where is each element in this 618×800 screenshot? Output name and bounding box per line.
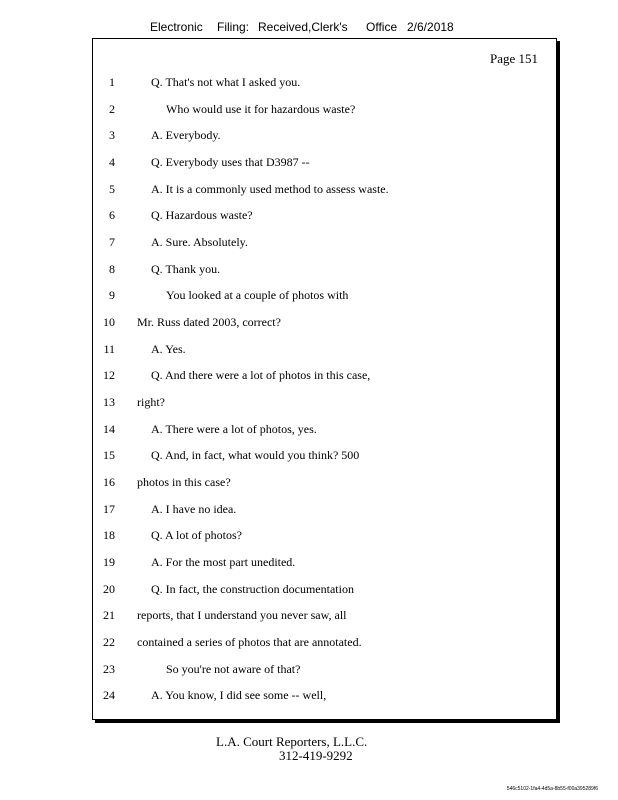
line-number: 3 [109, 128, 115, 142]
line-text: A. It is a commonly used method to assess waste. [151, 182, 389, 196]
line-number: 10 [103, 315, 115, 329]
line-number: 21 [103, 608, 115, 622]
transcript-line [93, 100, 556, 118]
line-number: 2 [109, 102, 115, 116]
transcript-line [93, 686, 556, 704]
transcript-line [93, 180, 556, 198]
line-text: Q. In fact, the construction documentation [151, 582, 354, 596]
transcript-line [93, 393, 556, 411]
transcript-line [93, 553, 556, 571]
line-text: Q. And, in fact, what would you think? 500 [151, 448, 360, 462]
line-text: Who would use it for hazardous waste? [166, 102, 356, 116]
line-number: 16 [103, 475, 115, 489]
line-text: Q. Everybody uses that D3987 -- [151, 155, 310, 169]
line-number: 18 [103, 528, 115, 542]
line-text: A. Everybody. [151, 128, 221, 142]
line-text: You looked at a couple of photos with [166, 288, 349, 302]
transcript-line [93, 660, 556, 678]
transcript-line [93, 366, 556, 384]
transcript-line [93, 633, 556, 651]
line-number: 22 [103, 635, 115, 649]
line-text: photos in this case? [137, 475, 231, 489]
line-text: A. For the most part unedited. [151, 555, 296, 569]
line-number: 4 [109, 155, 115, 169]
line-text: Q. Thank you. [151, 262, 221, 276]
line-text: A. You know, I did see some -- well, [151, 688, 327, 702]
line-number: 6 [109, 208, 115, 222]
header-date: 2/6/2018 [407, 20, 454, 34]
transcript-line [93, 446, 556, 464]
filing-header [0, 20, 618, 38]
line-number: 12 [103, 368, 115, 382]
line-number: 11 [103, 342, 115, 356]
line-text: Q. And there were a lot of photos in this case, [151, 368, 371, 382]
header-office: Office [366, 20, 398, 34]
transcript-line [93, 500, 556, 518]
transcript-page [92, 38, 557, 720]
footer-company: L.A. Court Reporters, L.L.C. [216, 734, 368, 749]
line-text: contained a series of photos that are annotated. [137, 635, 362, 649]
line-text: right? [137, 395, 165, 409]
line-number: 20 [103, 582, 115, 596]
transcript-line [93, 313, 556, 331]
line-text: Q. Hazardous waste? [151, 208, 253, 222]
line-text: reports, that I understand you never saw, all [137, 608, 347, 622]
transcript-line [93, 526, 556, 544]
line-number: 5 [109, 182, 115, 196]
line-number: 23 [103, 662, 115, 676]
line-text: A. Sure. Absolutely. [151, 235, 248, 249]
line-number: 13 [103, 395, 115, 409]
document-id: 546c5102-1fa4-4d5a-8b55-f00a395289f6 [506, 786, 598, 792]
line-number: 19 [103, 555, 115, 569]
line-text: A. Yes. [151, 342, 186, 356]
footer-phone: 312-419-9292 [279, 748, 353, 763]
transcript-line [93, 73, 556, 91]
line-text: Q. That's not what I asked you. [151, 75, 301, 89]
header-filing: Filing: [217, 20, 250, 34]
line-number: 1 [109, 75, 115, 89]
header-received: Received,Clerk's [258, 20, 348, 34]
transcript-line [93, 153, 556, 171]
transcript-line [93, 126, 556, 144]
transcript-line [93, 206, 556, 224]
transcript-line [93, 580, 556, 598]
line-number: 15 [103, 448, 115, 462]
line-text: Mr. Russ dated 2003, correct? [137, 315, 281, 329]
page-number: Page 151 [489, 51, 538, 66]
transcript-line [93, 473, 556, 491]
line-number: 7 [109, 235, 115, 249]
transcript-line [93, 340, 556, 358]
line-number: 8 [109, 262, 115, 276]
line-number: 14 [103, 422, 115, 436]
line-text: Q. A lot of photos? [151, 528, 243, 542]
transcript-line [93, 233, 556, 251]
transcript-line [93, 606, 556, 624]
line-text: A. There were a lot of photos, yes. [151, 422, 317, 436]
line-number: 17 [103, 502, 115, 516]
line-number: 24 [103, 688, 115, 702]
transcript-line [93, 286, 556, 304]
line-text: A. I have no idea. [151, 502, 237, 516]
line-number: 9 [109, 288, 115, 302]
transcript-line [93, 260, 556, 278]
transcript-line [93, 420, 556, 438]
header-electronic: Electronic [150, 20, 203, 34]
line-text: So you're not aware of that? [166, 662, 301, 676]
